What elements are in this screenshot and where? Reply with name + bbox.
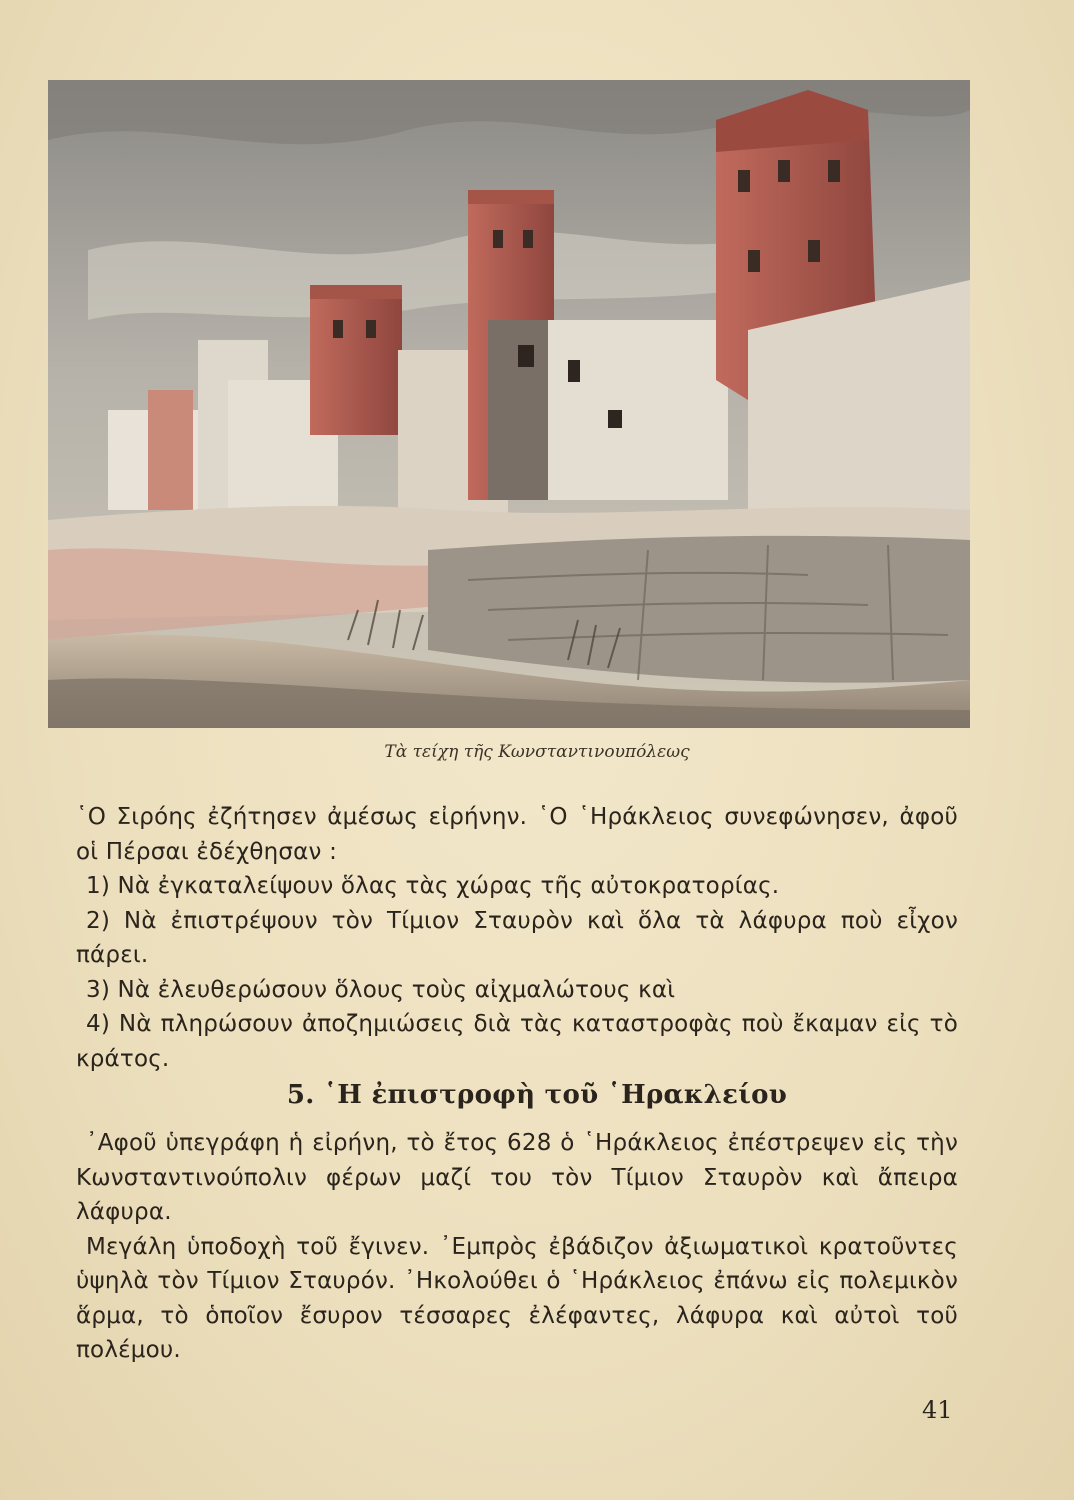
section-one-text (76, 800, 958, 1076)
walls-illustration (48, 80, 970, 728)
section-heading: 5. ῾Η ἐπιστροφὴ τοῦ ῾Ηρακλείου (286, 1080, 788, 1110)
peace-term-2: 2) Νὰ ἐπιστρέψουν τὸν Τίμιον Σταυρὸν καὶ ὅλα τὰ λάφυρα ποὺ εἶχον πάρει. (76, 907, 958, 968)
peace-term-1: 1) Νὰ ἐγκαταλείψουν ὅλας τὰς χώρας τῆς αὐτοκρατορίας. (86, 873, 780, 899)
section-two-text (76, 1126, 958, 1368)
peace-intro-paragraph: ῾Ο Σιρόης ἐζήτησεν ἀμέσως εἰρήνην. ῾Ο ῾Ηράκλειος συνεφώνησεν, ἀφοῦ οἱ Πέρσαι ἐδέχθησαν : (76, 804, 958, 865)
illustration-caption: Τὰ τείχη τῆς Κωνσταντινουπόλεως (384, 742, 690, 762)
peace-term-4: 4) Νὰ πληρώσουν ἀποζημιώσεις διὰ τὰς καταστροφὰς ποὺ ἔκαμαν εἰς τὸ κράτος. (76, 1011, 958, 1072)
return-paragraph: ᾿Αφοῦ ὑπεγράφη ἡ εἰρήνη, τὸ ἔτος 628 ὁ ῾Ηράκλειος ἐπέστρεψεν εἰς τὴν Κωνσταντινούπολιν φέρων μαζί του τὸν Τίμιον Σταυρὸν καὶ ἄπειρα λάφυρα. (76, 1130, 958, 1225)
reception-paragraph: Μεγάλη ὑποδοχὴ τοῦ ἔγινεν. ᾿Εμπρὸς ἐβάδιζον ἀξιωματικοὶ κρατοῦντες ὑψηλὰ τὸν Τίμιον Σταυρόν. ᾿Ηκολούθει ὁ ῾Ηράκλειος ἐπάνω εἰς πολεμικὸν ἅρμα, τὸ ὁποῖον ἔσυρον τέσσαρες ἐλέφαντες, λάφυρα καὶ αὐτοὶ τοῦ πολέμου. (76, 1233, 958, 1363)
page-number: 41 (922, 1396, 953, 1424)
peace-term-3: 3) Νὰ ἐλευθερώσουν ὅλους τοὺς αἰχμαλώτους καὶ (86, 976, 676, 1003)
walls-of-constantinople-icon (48, 80, 970, 728)
